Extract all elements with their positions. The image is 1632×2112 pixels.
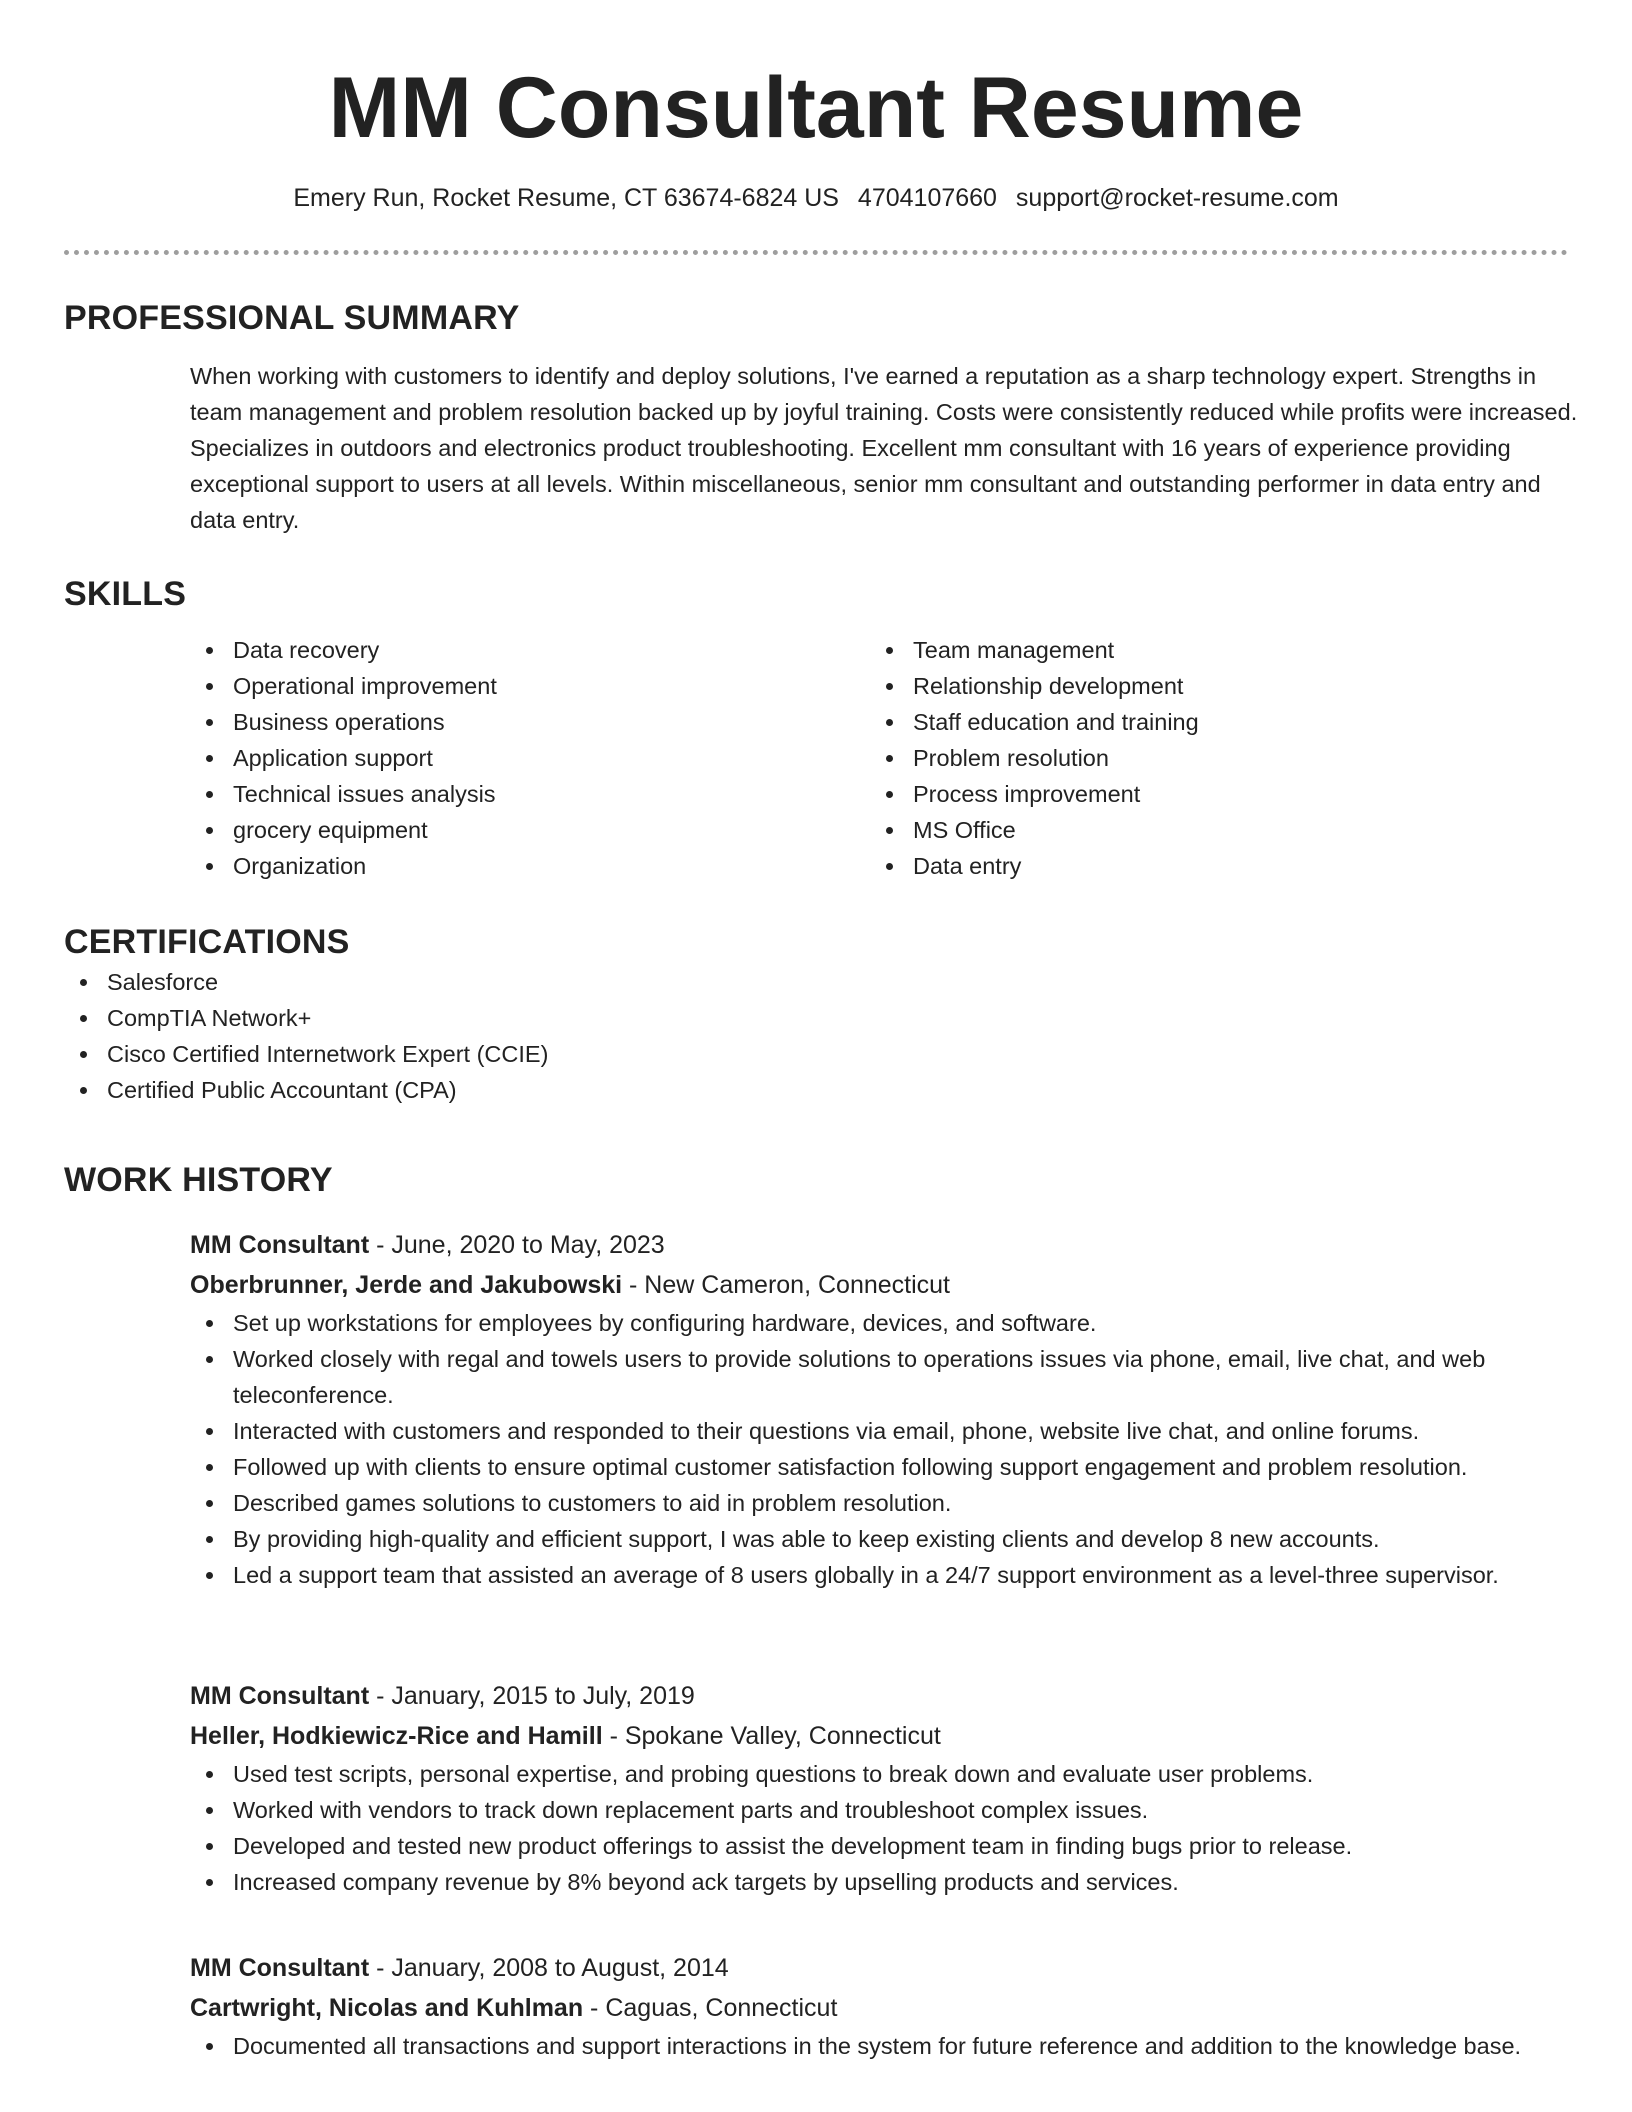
work-history-section <box>64 1158 1568 1202</box>
summary-section <box>64 296 1578 538</box>
job-dates: - January, 2008 to August, 2014 <box>369 1954 729 1982</box>
job-title: MM Consultant <box>190 1231 370 1259</box>
header-divider <box>64 250 1568 255</box>
job-bullets <box>190 1305 1570 1593</box>
job-bullet: Used test scripts, personal expertise, and probing questions to break down and evaluate user problems. <box>190 1756 1573 1792</box>
skill-item: Operational improvement <box>190 668 850 704</box>
job-company: Cartwright, Nicolas and Kuhlman <box>190 1994 584 2022</box>
job-location: - Spokane Valley, Connecticut <box>602 1722 941 1750</box>
skills-section <box>64 572 1568 892</box>
job-company-line <box>190 1265 1570 1305</box>
job-title-line <box>190 1676 1570 1716</box>
skills-list-left <box>190 632 850 884</box>
job-company: Oberbrunner, Jerde and Jakubowski <box>190 1271 623 1299</box>
skill-item: MS Office <box>870 812 1530 848</box>
job-bullet: Interacted with customers and responded to their questions via email, phone, website live chat, and online forums. <box>190 1413 1573 1449</box>
job-company-line <box>190 1716 1570 1756</box>
job-location: - New Cameron, Connecticut <box>622 1271 950 1299</box>
skill-item: Team management <box>870 632 1530 668</box>
work-history-heading: WORK HISTORY <box>64 1161 333 1199</box>
certifications-heading: CERTIFICATIONS <box>64 923 350 961</box>
skill-item: Relationship development <box>870 668 1530 704</box>
skills-grid <box>190 632 1568 892</box>
skill-item: Problem resolution <box>870 740 1530 776</box>
skill-item: Data recovery <box>190 632 850 668</box>
job-dates: - June, 2020 to May, 2023 <box>369 1231 665 1259</box>
certifications-list <box>64 964 1568 1108</box>
job-bullet: Increased company revenue by 8% beyond ack targets by upselling products and services. <box>190 1864 1573 1900</box>
skill-item: Business operations <box>190 704 850 740</box>
skill-item: Organization <box>190 848 850 884</box>
skills-list-right <box>870 632 1530 884</box>
job-title-line <box>190 1225 1570 1265</box>
skill-item: Process improvement <box>870 776 1530 812</box>
skill-item: Application support <box>190 740 850 776</box>
job-dates: - January, 2015 to July, 2019 <box>369 1682 695 1710</box>
job-bullet: Described games solutions to customers to aid in problem resolution. <box>190 1485 1573 1521</box>
contact-line <box>0 180 1632 216</box>
job-title: MM Consultant <box>190 1954 370 1982</box>
certification-item: Certified Public Accountant (CPA) <box>64 1072 1568 1108</box>
skills-heading: SKILLS <box>64 575 187 613</box>
skill-item: grocery equipment <box>190 812 850 848</box>
certifications-section <box>64 920 1568 1108</box>
job-bullet: Worked with vendors to track down replacement parts and troubleshoot complex issues. <box>190 1792 1573 1828</box>
resume-title: MM Consultant Resume <box>328 60 1304 156</box>
contact-phone: 4704107660 <box>857 184 997 212</box>
job-bullet: Led a support team that assisted an average of 8 users globally in a 24/7 support environment as a level-three supervisor. <box>190 1557 1573 1593</box>
skill-item: Staff education and training <box>870 704 1530 740</box>
certification-item: CompTIA Network+ <box>64 1000 1568 1036</box>
job-bullet: Documented all transactions and support interactions in the system for future reference and addition to the knowledge base. <box>190 2028 1573 2064</box>
summary-text: When working with customers to identify and deploy solutions, I've earned a reputation as a sharp technology expert. Strengths in team management and problem resolution backed up by joyful training. Costs were consistently reduced while profits were increased. Specializes in outdoors and electronics product troubleshooting. Excellent mm consultant with 16 years of experience providing exceptional support to users at all levels. Within miscellaneous, senior mm consultant and outstanding performer in data entry and data entry. <box>190 363 1578 533</box>
certification-item: Salesforce <box>64 964 1568 1000</box>
skill-item: Technical issues analysis <box>190 776 850 812</box>
job-entry <box>190 1225 1570 1593</box>
job-bullets <box>190 2028 1570 2064</box>
job-company: Heller, Hodkiewicz-Rice and Hamill <box>190 1722 603 1750</box>
contact-email: support@rocket-resume.com <box>1015 184 1339 212</box>
job-entry <box>190 1948 1570 2064</box>
job-bullet: Worked closely with regal and towels users to provide solutions to operations issues via phone, email, live chat, and web teleconference. <box>190 1341 1573 1413</box>
certification-item: Cisco Certified Internetwork Expert (CCIE) <box>64 1036 1568 1072</box>
summary-heading: PROFESSIONAL SUMMARY <box>64 299 520 337</box>
job-company-line <box>190 1988 1570 2028</box>
contact-address: Emery Run, Rocket Resume, CT 63674-6824 US <box>293 184 839 212</box>
job-title-line <box>190 1948 1570 1988</box>
job-bullet: Set up workstations for employees by configuring hardware, devices, and software. <box>190 1305 1573 1341</box>
job-bullets <box>190 1756 1570 1900</box>
job-bullet: By providing high-quality and efficient support, I was able to keep existing clients and develop 8 new accounts. <box>190 1521 1573 1557</box>
job-bullet: Followed up with clients to ensure optimal customer satisfaction following support engagement and problem resolution. <box>190 1449 1573 1485</box>
job-bullet: Developed and tested new product offerings to assist the development team in finding bugs prior to release. <box>190 1828 1573 1864</box>
skill-item: Data entry <box>870 848 1530 884</box>
job-title: MM Consultant <box>190 1682 370 1710</box>
job-entry <box>190 1676 1570 1900</box>
job-location: - Caguas, Connecticut <box>583 1994 838 2022</box>
